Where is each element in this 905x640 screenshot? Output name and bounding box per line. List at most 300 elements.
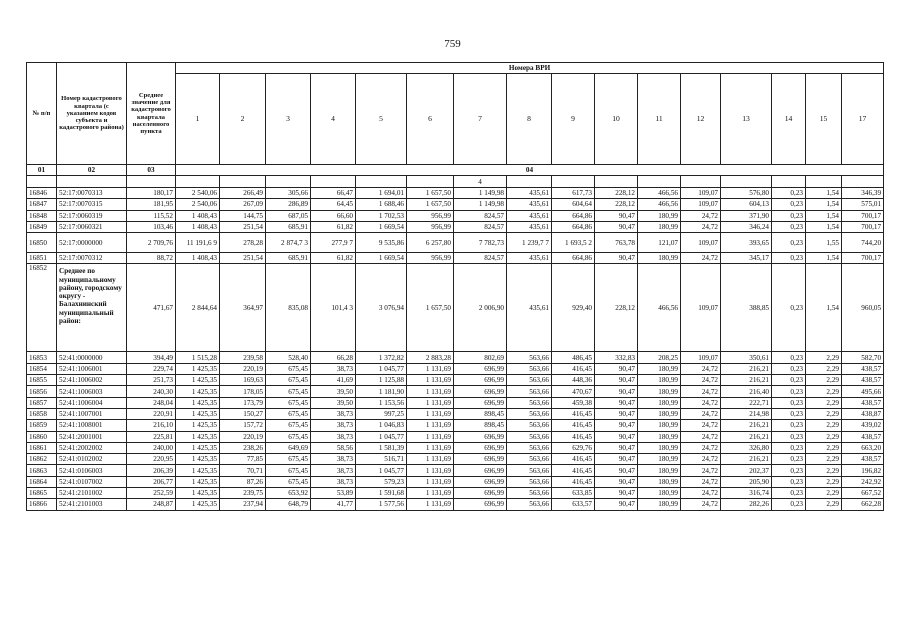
- cadastral-quarter: 52:41:1006001: [57, 363, 127, 374]
- vri-value: 90,47: [595, 221, 638, 232]
- vri-value: 563,66: [507, 408, 552, 419]
- vri-value: 90,47: [595, 397, 638, 408]
- vri-value: 228,12: [595, 199, 638, 210]
- row-number: 16852: [27, 264, 57, 352]
- cadastral-quarter: 52:17:0000000: [57, 233, 127, 253]
- vri-value: 41,69: [311, 375, 356, 386]
- vri-value: 216,21: [721, 363, 772, 374]
- vri-value: 1 131,69: [407, 499, 454, 510]
- header-vri-number: 9: [552, 74, 595, 165]
- vri-value: 180,99: [638, 431, 681, 442]
- vri-value: 1 425,35: [176, 431, 220, 442]
- vri-value: 282,26: [721, 499, 772, 510]
- vri-value: 0,23: [772, 397, 806, 408]
- vri-value: 579,23: [356, 476, 407, 487]
- vri-value: 109,07: [681, 233, 721, 253]
- vri-value: 1 131,69: [407, 363, 454, 374]
- vri-value: 346,39: [842, 188, 884, 199]
- vri-value: 214,98: [721, 408, 772, 419]
- vri-value: 24,72: [681, 488, 721, 499]
- table-row: [27, 264, 884, 352]
- vri-value: 439,02: [842, 420, 884, 431]
- vri-value: 0,23: [772, 465, 806, 476]
- vri-value: 157,72: [220, 420, 266, 431]
- row-number: 16846: [27, 188, 57, 199]
- vri-value: 24,72: [681, 363, 721, 374]
- vri-value: 90,47: [595, 253, 638, 264]
- vri-value: 1 702,53: [356, 210, 407, 221]
- vri-value: 0,23: [772, 408, 806, 419]
- vri-value: 664,86: [552, 210, 595, 221]
- vri-value: 0,23: [772, 375, 806, 386]
- vri-value: 251,54: [220, 253, 266, 264]
- vri-value: 2,29: [806, 465, 842, 476]
- vri-value: 90,47: [595, 210, 638, 221]
- header-vri-number: 2: [220, 74, 266, 165]
- vri-value: 180,99: [638, 408, 681, 419]
- table-row: [27, 363, 884, 374]
- vri-value: 277,9 7: [311, 233, 356, 253]
- mean-value: 216,10: [127, 420, 176, 431]
- vri-value: 563,66: [507, 363, 552, 374]
- vri-value: 2,29: [806, 454, 842, 465]
- vri-value: 563,66: [507, 386, 552, 397]
- vri-value: 1 045,77: [356, 363, 407, 374]
- vri-value: 0,23: [772, 210, 806, 221]
- vri-value: 763,78: [595, 233, 638, 253]
- vri-value: 1 657,50: [407, 264, 454, 352]
- vri-value: 11 191,6 9: [176, 233, 220, 253]
- table-row: [27, 199, 884, 210]
- vri-value: 495,66: [842, 386, 884, 397]
- code-02: 02: [57, 165, 127, 176]
- vri-value: 239,58: [220, 352, 266, 363]
- vri-value: 180,99: [638, 442, 681, 453]
- vri-value: 66,47: [311, 188, 356, 199]
- vri-value: 675,45: [266, 363, 311, 374]
- vri-value: 956,99: [407, 221, 454, 232]
- mean-value: 115,52: [127, 210, 176, 221]
- vri-value: 1 408,43: [176, 210, 220, 221]
- vri-value: 1 515,28: [176, 352, 220, 363]
- vri-value: 180,99: [638, 363, 681, 374]
- vri-value: 0,23: [772, 476, 806, 487]
- vri-value: 66,60: [311, 210, 356, 221]
- vri-value: 929,40: [552, 264, 595, 352]
- vri-value: 64,45: [311, 199, 356, 210]
- vri-value: 824,57: [454, 210, 507, 221]
- vri-value: 687,05: [266, 210, 311, 221]
- vri-value: 416,45: [552, 363, 595, 374]
- vri-value: 1,54: [806, 210, 842, 221]
- vri-value: 90,47: [595, 465, 638, 476]
- vri-value: 604,64: [552, 199, 595, 210]
- vri-value: 1 425,35: [176, 476, 220, 487]
- vri-value: 448,36: [552, 375, 595, 386]
- vri-value: 664,86: [552, 221, 595, 232]
- vri-value: 696,99: [454, 363, 507, 374]
- vri-value: 216,21: [721, 375, 772, 386]
- vri-value: 675,45: [266, 408, 311, 419]
- row-number: 16858: [27, 408, 57, 419]
- vri-value: 2 844,64: [176, 264, 220, 352]
- vri-value: 667,52: [842, 488, 884, 499]
- row-number: 16850: [27, 233, 57, 253]
- table-row: [27, 442, 884, 453]
- vri-value: 90,47: [595, 442, 638, 453]
- vri-value: 1 131,69: [407, 420, 454, 431]
- vri-value: 364,97: [220, 264, 266, 352]
- table-row: [27, 233, 884, 253]
- vri-value: 24,72: [681, 221, 721, 232]
- vri-value: 0,23: [772, 253, 806, 264]
- row-number: 16860: [27, 431, 57, 442]
- vri-value: 180,99: [638, 420, 681, 431]
- vri-value: 563,66: [507, 442, 552, 453]
- row-number: 16861: [27, 442, 57, 453]
- vri-value: 238,26: [220, 442, 266, 453]
- vri-value: 466,56: [638, 264, 681, 352]
- mean-value: 220,91: [127, 408, 176, 419]
- vri-value: 2,29: [806, 442, 842, 453]
- vri-value: 438,57: [842, 363, 884, 374]
- mean-value: 471,67: [127, 264, 176, 352]
- vri-value: 696,99: [454, 476, 507, 487]
- table-row: [27, 221, 884, 232]
- vri-value: 1 125,88: [356, 375, 407, 386]
- header-vri-number: 15: [806, 74, 842, 165]
- vri-value: 744,20: [842, 233, 884, 253]
- vri-value: 38,73: [311, 476, 356, 487]
- page-number: 759: [444, 38, 461, 50]
- vri-value: 960,05: [842, 264, 884, 352]
- vri-value: 90,47: [595, 420, 638, 431]
- vri-value: 1 131,69: [407, 397, 454, 408]
- vri-value: 1 149,98: [454, 199, 507, 210]
- vri-value: 38,73: [311, 431, 356, 442]
- row-number: 16849: [27, 221, 57, 232]
- vri-value: 0,23: [772, 454, 806, 465]
- vri-value: 563,66: [507, 465, 552, 476]
- vri-value: 150,27: [220, 408, 266, 419]
- vri-value: 196,82: [842, 465, 884, 476]
- vri-value: 180,99: [638, 488, 681, 499]
- vri-value: 1,54: [806, 253, 842, 264]
- mean-value: 240,30: [127, 386, 176, 397]
- vri-value: 2,29: [806, 352, 842, 363]
- vri-value: 205,90: [721, 476, 772, 487]
- table-row: [27, 253, 884, 264]
- vri-value: 1 131,69: [407, 465, 454, 476]
- vri-value: 2 540,06: [176, 188, 220, 199]
- vri-value: 216,21: [721, 454, 772, 465]
- vri-value: 371,90: [721, 210, 772, 221]
- vri-value: 696,99: [454, 499, 507, 510]
- mean-value: 240,00: [127, 442, 176, 453]
- vri-value: 1 425,35: [176, 420, 220, 431]
- vri-value: 1,54: [806, 221, 842, 232]
- vri-value: 38,73: [311, 363, 356, 374]
- cadastral-quarter: 52:41:1007001: [57, 408, 127, 419]
- table-row: [27, 188, 884, 199]
- cadastral-quarter: 52:41:1008001: [57, 420, 127, 431]
- vri-value: 696,99: [454, 488, 507, 499]
- vri-value: 824,57: [454, 221, 507, 232]
- table-row: [27, 397, 884, 408]
- vri-value: 956,99: [407, 210, 454, 221]
- cadastral-quarter: 52:41:0106003: [57, 465, 127, 476]
- vri-value: 2,29: [806, 397, 842, 408]
- vri-value: 416,45: [552, 465, 595, 476]
- vri-value: 0,23: [772, 420, 806, 431]
- header-vri-number: 4: [311, 74, 356, 165]
- table-row: [27, 210, 884, 221]
- vri-value: 648,79: [266, 499, 311, 510]
- vri-value: 0,23: [772, 199, 806, 210]
- header-vri-number: 13: [721, 74, 772, 165]
- vri-value: 563,66: [507, 476, 552, 487]
- vri-value: 663,20: [842, 442, 884, 453]
- vri-value: 1 425,35: [176, 454, 220, 465]
- vri-value: 824,57: [454, 253, 507, 264]
- row-number: 16854: [27, 363, 57, 374]
- vri-value: 1 372,82: [356, 352, 407, 363]
- vri-value: 1 694,01: [356, 188, 407, 199]
- vri-value: 208,25: [638, 352, 681, 363]
- vri-value: 649,69: [266, 442, 311, 453]
- vri-value: 87,26: [220, 476, 266, 487]
- table-row: [27, 476, 884, 487]
- vri-table: [26, 62, 884, 511]
- code-04: 04: [176, 165, 884, 176]
- vri-value: 90,47: [595, 476, 638, 487]
- vri-value: 109,07: [681, 264, 721, 352]
- vri-value: 0,23: [772, 363, 806, 374]
- vri-value: 664,86: [552, 253, 595, 264]
- vri-value: 58,56: [311, 442, 356, 453]
- table-row: [27, 454, 884, 465]
- cadastral-quarter: 52:41:0102002: [57, 454, 127, 465]
- vri-value: 180,99: [638, 253, 681, 264]
- vri-value: 604,13: [721, 199, 772, 210]
- vri-value: 528,40: [266, 352, 311, 363]
- table-row: [27, 386, 884, 397]
- cadastral-quarter: 52:17:0070313: [57, 188, 127, 199]
- vri-value: 675,45: [266, 375, 311, 386]
- mean-value: 88,72: [127, 253, 176, 264]
- header-vri-number: 12: [681, 74, 721, 165]
- vri-value: 24,72: [681, 476, 721, 487]
- vri-value: 180,99: [638, 454, 681, 465]
- vri-value: 1 045,77: [356, 431, 407, 442]
- vri-value: 997,25: [356, 408, 407, 419]
- vri-value: 438,57: [842, 454, 884, 465]
- row-number: 16866: [27, 499, 57, 510]
- vri-value: 1 693,5 2: [552, 233, 595, 253]
- vri-value: 24,72: [681, 420, 721, 431]
- vri-value: 1 425,35: [176, 488, 220, 499]
- vri-value: 617,73: [552, 188, 595, 199]
- header-vri-number: 7: [454, 74, 507, 165]
- vri-value: 61,82: [311, 253, 356, 264]
- vri-value: 0,23: [772, 442, 806, 453]
- vri-value: 38,73: [311, 420, 356, 431]
- summary-label: Среднее по муниципальному району, городскому округу - Балахнинский муниципальный район:: [57, 264, 127, 352]
- vri-value: 24,72: [681, 431, 721, 442]
- mean-value: 229,74: [127, 363, 176, 374]
- vri-value: 2,29: [806, 386, 842, 397]
- vri-value: 2,29: [806, 420, 842, 431]
- vri-value: 1 425,35: [176, 442, 220, 453]
- vri-value: 2,29: [806, 499, 842, 510]
- vri-value: 633,85: [552, 488, 595, 499]
- table-row: [27, 465, 884, 476]
- vri-value: 388,85: [721, 264, 772, 352]
- vri-value: 39,50: [311, 386, 356, 397]
- vri-value: 696,99: [454, 375, 507, 386]
- vri-value: 802,69: [454, 352, 507, 363]
- vri-value: 90,47: [595, 375, 638, 386]
- vri-value: 2 540,06: [176, 199, 220, 210]
- cadastral-quarter: 52:41:2002002: [57, 442, 127, 453]
- vri-value: 24,72: [681, 408, 721, 419]
- vri-value: 216,21: [721, 431, 772, 442]
- mean-value: 180,17: [127, 188, 176, 199]
- vri-value: 416,45: [552, 476, 595, 487]
- vri-value: 109,07: [681, 352, 721, 363]
- mean-value: 181,95: [127, 199, 176, 210]
- blank-mark: 4: [454, 176, 507, 188]
- cadastral-quarter: 52:41:2101003: [57, 499, 127, 510]
- vri-value: 563,66: [507, 352, 552, 363]
- header-vri-number: 8: [507, 74, 552, 165]
- header-vri-number: 10: [595, 74, 638, 165]
- vri-value: 466,56: [638, 199, 681, 210]
- vri-value: 675,45: [266, 476, 311, 487]
- vri-value: 486,45: [552, 352, 595, 363]
- vri-value: 180,99: [638, 375, 681, 386]
- header-vri-number: 5: [356, 74, 407, 165]
- vri-value: 2,29: [806, 363, 842, 374]
- vri-value: 563,66: [507, 454, 552, 465]
- vri-value: 180,99: [638, 397, 681, 408]
- cadastral-quarter: 52:41:0107002: [57, 476, 127, 487]
- mean-value: 248,87: [127, 499, 176, 510]
- vri-value: 1 131,69: [407, 476, 454, 487]
- vri-value: 1,55: [806, 233, 842, 253]
- vri-value: 2,29: [806, 375, 842, 386]
- vri-value: 470,67: [552, 386, 595, 397]
- vri-value: 24,72: [681, 442, 721, 453]
- vri-value: 180,99: [638, 386, 681, 397]
- vri-value: 180,99: [638, 221, 681, 232]
- vri-value: 2,29: [806, 476, 842, 487]
- vri-value: 438,57: [842, 431, 884, 442]
- table-row: [27, 352, 884, 363]
- row-number: 16847: [27, 199, 57, 210]
- vri-value: 216,40: [721, 386, 772, 397]
- vri-value: 24,72: [681, 253, 721, 264]
- vri-value: 696,99: [454, 454, 507, 465]
- vri-value: 435,61: [507, 221, 552, 232]
- vri-value: 416,45: [552, 408, 595, 419]
- vri-value: 696,99: [454, 397, 507, 408]
- blank-row: [27, 176, 884, 188]
- vri-value: 180,99: [638, 465, 681, 476]
- vri-value: 662,28: [842, 499, 884, 510]
- vri-value: 438,87: [842, 408, 884, 419]
- vri-value: 2 006,90: [454, 264, 507, 352]
- vri-value: 109,07: [681, 199, 721, 210]
- vri-value: 70,71: [220, 465, 266, 476]
- vri-value: 898,45: [454, 420, 507, 431]
- vri-value: 466,56: [638, 188, 681, 199]
- vri-value: 700,17: [842, 253, 884, 264]
- vri-value: 1 425,35: [176, 375, 220, 386]
- vri-value: 0,23: [772, 352, 806, 363]
- vri-value: 267,09: [220, 199, 266, 210]
- vri-value: 2 883,28: [407, 352, 454, 363]
- vri-value: 1,54: [806, 264, 842, 352]
- mean-value: 206,77: [127, 476, 176, 487]
- vri-value: 2,29: [806, 408, 842, 419]
- vri-value: 90,47: [595, 431, 638, 442]
- vri-value: 202,37: [721, 465, 772, 476]
- vri-value: 90,47: [595, 454, 638, 465]
- cadastral-quarter: 52:17:0070312: [57, 253, 127, 264]
- vri-value: 1 591,68: [356, 488, 407, 499]
- vri-value: 90,47: [595, 499, 638, 510]
- vri-value: 416,45: [552, 454, 595, 465]
- vri-value: 61,82: [311, 221, 356, 232]
- row-number: 16865: [27, 488, 57, 499]
- row-number: 16855: [27, 375, 57, 386]
- vri-value: 38,73: [311, 465, 356, 476]
- vri-value: 1 131,69: [407, 454, 454, 465]
- mean-value: 225,81: [127, 431, 176, 442]
- vri-value: 1 408,43: [176, 253, 220, 264]
- vri-value: 582,70: [842, 352, 884, 363]
- vri-value: 0,23: [772, 188, 806, 199]
- vri-value: 7 782,73: [454, 233, 507, 253]
- row-number: 16864: [27, 476, 57, 487]
- vri-value: 24,72: [681, 454, 721, 465]
- vri-value: 1 425,35: [176, 465, 220, 476]
- table-row: [27, 420, 884, 431]
- vri-value: 675,45: [266, 465, 311, 476]
- vri-value: 0,23: [772, 233, 806, 253]
- vri-value: 653,92: [266, 488, 311, 499]
- vri-value: 2,29: [806, 431, 842, 442]
- vri-value: 220,19: [220, 363, 266, 374]
- vri-value: 1 181,90: [356, 386, 407, 397]
- vri-value: 0,23: [772, 264, 806, 352]
- vri-value: 1 425,35: [176, 408, 220, 419]
- vri-value: 24,72: [681, 499, 721, 510]
- vri-value: 1 149,98: [454, 188, 507, 199]
- vri-value: 39,50: [311, 397, 356, 408]
- vri-value: 563,66: [507, 488, 552, 499]
- mean-value: 394,49: [127, 352, 176, 363]
- table-row: [27, 408, 884, 419]
- vri-value: 222,71: [721, 397, 772, 408]
- vri-value: 144,75: [220, 210, 266, 221]
- row-number: 16853: [27, 352, 57, 363]
- vri-value: 675,45: [266, 397, 311, 408]
- vri-value: 1 577,56: [356, 499, 407, 510]
- vri-value: 350,61: [721, 352, 772, 363]
- header-col-kvartal: Номер кадастрового квартала (с указанием кодов субъекта и кадастрового района): [57, 63, 127, 165]
